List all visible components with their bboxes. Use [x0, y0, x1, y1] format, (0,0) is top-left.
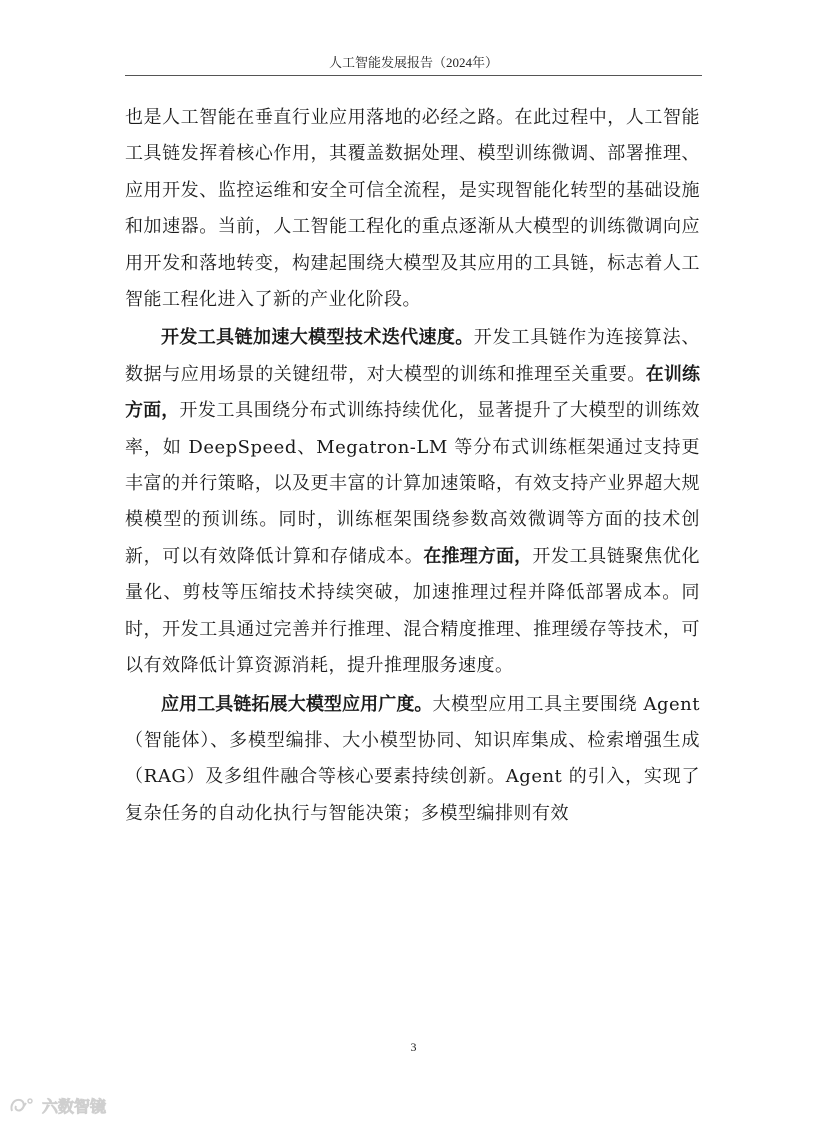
inline-bold-heading: 在训练方面， — [125, 363, 700, 422]
paragraph-1-text: 也是人工智能在垂直行业应用落地的必经之路。在此过程中，人工智能工具链发挥着核心作用，其覆盖数据处理、模型训练微调、部署推理、应用开发、监控运维和安全可信全流程，是实现智能化转型的基础设施和加速器。当前，人工智能工程化的重点逐渐从大模型的训练微调向应用开发和落地转变，构建起围绕大模型及其应用的工具链，标志着人工智能工程化进入了新的产业化阶段。 — [125, 107, 700, 311]
inline-bold-heading: 在推理方面， — [423, 545, 533, 567]
running-header: 人工智能发展报告（2024年） — [328, 55, 498, 70]
paragraph-1 — [125, 100, 700, 318]
logo-mark-icon — [8, 1095, 38, 1117]
watermark-text: 六数智镜 — [42, 1097, 107, 1116]
paragraph-dev-toolchain — [125, 320, 700, 684]
paragraph-app-toolchain — [125, 687, 700, 833]
paragraph-text: 开发工具链聚焦优化量化、剪枝等压缩技术持续突破，加速推理过程并降低部署成本。同时，开发工具通过完善并行推理、混合精度推理、推理缓存等技术，可以有效降低计算资源消耗，提升推理服务速度。 — [125, 545, 701, 677]
paragraph-text: 开发工具链作为连接算法、数据与应用场景的关键纽带，对大模型的训练和推理至关重要。 — [125, 327, 701, 385]
header-divider — [125, 75, 702, 76]
paragraph-lead-heading: 开发工具链加速大模型技术迭代速度。 — [161, 327, 474, 349]
paragraph-text: 开发工具围绕分布式训练持续优化，显著提升了大模型的训练效率，如 DeepSpeed、Megatron-LM 等分布式训练框架通过支持更丰富的并行策略，以及更丰富的计算加速策略，有效支持产业界超大规模模型的预训练。同时，训练框架围绕参数高效微调等方面的技术创新，可以有效降低计算和存储成本。 — [125, 400, 701, 567]
watermark — [8, 1094, 106, 1117]
page-number: 3 — [410, 1040, 417, 1054]
report-body — [125, 100, 700, 834]
paragraph-text: 大模型应用工具主要围绕 Agent（智能体）、多模型编排、大小模型协同、知识库集成、检索增强生成（RAG）及多组件融合等核心要素持续创新。Agent 的引入，实现了复杂任务的自动化执行与智能决策；多模型编排则有效 — [125, 693, 700, 824]
paragraph-lead-heading: 应用工具链拓展大模型应用广度。 — [161, 693, 433, 715]
